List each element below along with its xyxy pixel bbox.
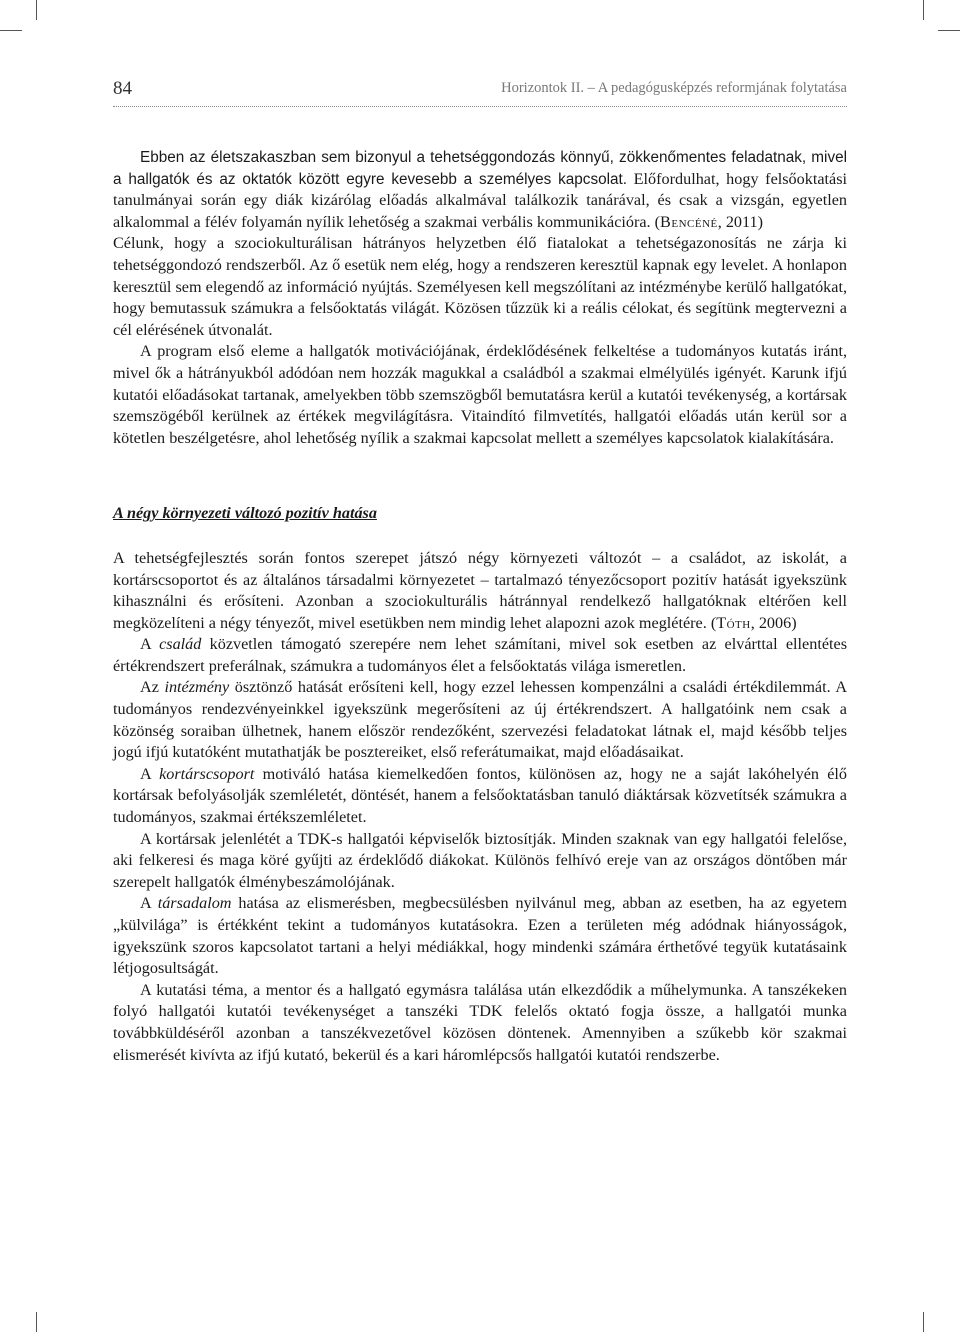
page-header <box>113 68 847 104</box>
paragraph: A program első eleme a hallgatók motivációjának, érdeklődésének felkeltése a tudományos kutatás iránt, mivel ők a hátrányukból adódóan nem hozzák magukkal a családból a szakmai elmélyülés igényét. Karunk ifjú kutatói előadásokat tartanak, amelyekben több szemszögből bemutatásra kerül a kutatói tevékenység, a kortársak szemszögéből kerülnek az értékek megvilágításra. Vitaindító filmvetítés, hallgatói előadás után kerül sor a kötetlen beszélgetésre, ahol lehetőség nyílik a szakmai kapcsolat mellett a személyes kapcsolatok kialakítására. <box>113 342 847 447</box>
citation-year: , 2006) <box>750 613 797 632</box>
header-divider <box>113 106 847 107</box>
paragraph: A kutatási téma, a mentor és a hallgató egymásra találása után elkezdődik a műhelymunka. A tanszékeken folyó hallgatói kutatói tevékenységet a tanszéki TDK felelős oktató fogja össze, a hallgatói munka továbbküldéséről azonban a tanszékvezetővel közösen döntenek. Amennyiben a szűkebb kör szakmai elismerését kivívta az ifjú kutató, bekerül és a kari háromlépcsős hallgatói kutatói rendszerbe. <box>113 980 847 1064</box>
paragraph <box>113 893 847 979</box>
paragraph-text: Az <box>140 678 165 697</box>
paragraph-text: A tehetségfejlesztés során fontos szerepet játszó négy környezeti változót – a családot, az iskolát, a kortárscsoportot és az általános társadalmi környezetet – tartalmazó tényezőcsoport pozitív hatását igyekszünk kihasználni és erősíteni. Azonban a szociokulturális hátránnyal rendelkező hallgatóknak eltérően kell megközelíteni a négy tényezőt, mivel esetükben nem mindig lehet alapozni azok meglétére. ( <box>113 548 847 632</box>
citation-author: Tóth <box>716 613 751 632</box>
paragraph: Célunk, hogy a szociokulturálisan hátrányos helyzetben élő fiatalokat a tehetségazonosítás ne zárja ki tehetséggondozó rendszerből. Az ő esetük nem elég, hogy a rendszeren keresztül kapnak egy levelet. A honlapon keresztül sem elegendő az információ nyújtás. Személyesen kell megszólítani az intézménybe kerülő hallgatókat, hogy bemutassuk számukra a felsőoktatás világát. Közösen tűzzük ki a reális célokat, és segítünk megtervezni a cél elérésének útvonalát. <box>113 234 847 339</box>
paragraph-text: hatása az elismerésben, megbecsülésben nyilvánul meg, abban az esetben, ha az egyetem „külvilága” is értékként tekint a tudományos kutatásokra. Ezen a területen még adódnak hiányosságok, igyekszünk szoros kapcsolatot tartani a helyi médiákkal, hogy mindenki számára érthetővé tegyük kutatásaink létjogosultságát. <box>113 894 848 978</box>
page-body <box>113 147 847 1066</box>
section-title: A négy környezeti változó pozitív hatása <box>113 504 377 523</box>
crop-mark <box>923 1312 924 1332</box>
paragraph-text: ösztönző hatását erősíteni kell, hogy ezzel lehessen kompenzálni a családi értékdilemmát. A tudományos rendezvényeinkkel igyekszünk megerősíteni az új értékrendszert. A hallgatóink nem csak a közönség soraiban ülhetnek, hanem először rendezőként, szervezési feladatokat látnak el, majd később teljes jogú ifjú kutatóként mutathatják be posztereiket, első referátumaikat, majd előadásaikat. <box>113 678 848 762</box>
page-number: 84 <box>113 78 132 99</box>
paragraph-text: A <box>140 894 158 913</box>
citation-year: , 2011) <box>717 212 763 231</box>
paragraph-text: Előfordulhat, hogy felsőoktatási tanulmányai során egy diák kizárólag előadás alkalmával találkozik tanárával, és csak a vizsgán, egyetlen alkalommal a félév folyamán nyílik lehetőség a szakmai verbális kommunikációra. ( <box>113 169 847 231</box>
emphasis-term: kortárscsoport <box>159 764 255 783</box>
paragraph-text: közvetlen támogató szerepére nem lehet számítani, mivel sok esetben az elvárttal ellentétes értékrendszert preferálnak, számukra a tudományos élet a felsőoktatás világa ismeretlen. <box>113 635 847 675</box>
emphasis-term: család <box>159 635 202 654</box>
emphasis-term: társadalom <box>157 894 232 913</box>
paragraph-text: A <box>140 764 160 783</box>
citation-author: Bencéné <box>660 212 718 231</box>
crop-mark <box>923 0 924 20</box>
paragraph-text: motiváló hatása kiemelkedően fontos, különösen az, hogy ne a saját lakóhelyén élő kortársak befolyásolják szemléletét, döntését, hanem a felsőoktatásban tanuló diáktársak közvetítsék számukra a tudományos, szakmai értékszemléletet. <box>113 764 848 827</box>
crop-mark <box>36 1312 37 1332</box>
paragraph: A kortársak jelenlétét a TDK-s hallgatói képviselők biztosítják. Minden szaknak van egy hallgatói felelőse, aki felkeresi és maga köré gyűjti az érdeklődő diákokat. Különös felhívó ereje van az országos döntőben már szerepelt hallgatók élménybeszámolójának. <box>113 829 847 891</box>
paragraph <box>113 677 847 763</box>
paragraph-text: A <box>140 635 160 654</box>
emphasis-term: intézmény <box>164 678 230 697</box>
paragraph <box>113 764 847 829</box>
crop-mark <box>36 0 37 20</box>
paragraph <box>113 634 847 677</box>
paragraph <box>113 147 847 233</box>
crop-mark <box>0 30 22 31</box>
running-head: Horizontok II. – A pedagógusképzés reformjának folytatása <box>501 80 847 96</box>
crop-mark <box>938 30 960 31</box>
paragraph-sans-text: Ebben az életszakaszban sem bizonyul a tehetséggondozás könnyű, zökkenőmentes feladatnak, mivel a hallgatók és az oktatók között egyre kevesebb a személyes kapcsolat. <box>113 149 847 188</box>
paragraph <box>113 548 847 634</box>
